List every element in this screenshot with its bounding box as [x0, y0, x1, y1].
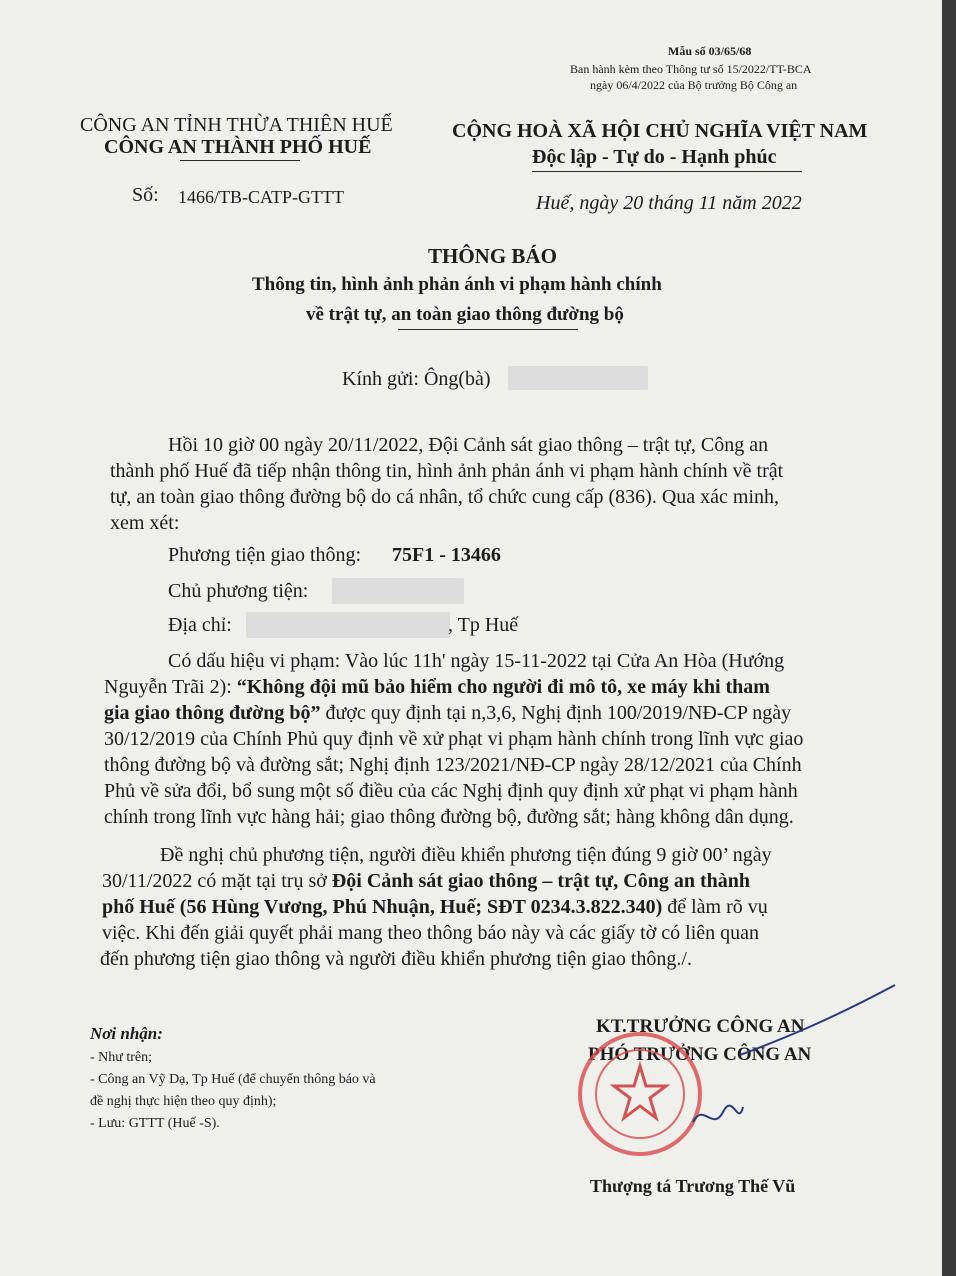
body-line: gia giao thông đường bộ” được quy định tại n,3,6, Nghị định 100/2019/NĐ-CP ngày [104, 702, 792, 724]
body-line: Đề nghị chủ phương tiện, người điều khiển phương tiện đúng 9 giờ 00’ ngày [160, 844, 772, 866]
recipients-label: Nơi nhận: [90, 1024, 163, 1043]
signature-title-2: PHÓ TRƯỞNG CÔNG AN [588, 1044, 812, 1065]
redacted-owner [332, 578, 464, 604]
subtitle-underline [398, 329, 578, 330]
body-line: tự, an toàn giao thông đường bộ do cá nhân, tổ chức cung cấp (836). Qua xác minh, [110, 486, 780, 508]
form-number: Mẫu số 03/65/68 [668, 44, 752, 58]
agency-name: CÔNG AN THÀNH PHỐ HUẾ [104, 136, 372, 158]
body-line: Phủ về sửa đổi, bổ sung một số điều của các Nghị định quy định xử phạt vi phạm hành [104, 780, 798, 802]
body-line: việc. Khi đến giải quyết phải mang theo thông báo này và các giấy tờ có liên quan [102, 922, 760, 944]
form-issued-date: ngày 06/4/2022 của Bộ trưởng Bộ Công an [590, 78, 798, 92]
redacted-address [246, 612, 450, 638]
document-subtitle-1: Thông tin, hình ảnh phản ánh vi phạm hành chính [252, 274, 662, 295]
signature-scribble [688, 1092, 748, 1142]
signature-title-1: KT.TRƯỞNG CÔNG AN [596, 1016, 805, 1037]
body-line: 30/11/2022 có mặt tại trụ sở Đội Cảnh sát giao thông – trật tự, Công an thành [102, 870, 750, 892]
agency-underline [180, 160, 300, 161]
body-line: thông đường bộ và đường sắt; Nghị định 123/2021/NĐ-CP ngày 28/12/2021 của Chính [104, 754, 802, 776]
vehicle-plate: 75F1 - 13466 [392, 544, 501, 566]
owner-label: Chủ phương tiện: [168, 580, 309, 602]
vehicle-label: Phương tiện giao thông: [168, 544, 362, 566]
document-date: Huế, ngày 20 tháng 11 năm 2022 [536, 192, 802, 214]
body-line: chính trong lĩnh vực hàng hải; giao thông đường bộ, đường sắt; hàng không dân dụng. [104, 806, 794, 828]
recipient-item: - Như trên; [90, 1050, 153, 1065]
redacted-recipient-name [508, 366, 648, 390]
recipient-item: đề nghị thực hiện theo quy định); [90, 1094, 277, 1109]
recipient-label: Kính gửi: Ông(bà) [342, 368, 491, 390]
body-line: đến phương tiện giao thông và người điều khiển phương tiện giao thông./. [100, 948, 692, 970]
body-line: Hồi 10 giờ 00 ngày 20/11/2022, Đội Cảnh sát giao thông – trật tự, Công an [168, 434, 769, 456]
address-tail: , Tp Huế [448, 614, 519, 636]
signature-stroke [740, 980, 900, 1060]
national-title: CỘNG HOÀ XÃ HỘI CHỦ NGHĨA VIỆT NAM [452, 120, 868, 142]
motto-underline [532, 171, 802, 172]
page-edge-shadow [942, 0, 956, 1276]
violation-text: gia giao thông đường bộ” [104, 702, 321, 724]
violation-text: “Không đội mũ bảo hiểm cho người đi mô tô, xe máy khi tham [236, 676, 770, 698]
signer-name: Thượng tá Trương Thế Vũ [590, 1176, 796, 1196]
body-line: xem xét: [110, 512, 180, 534]
document-subtitle-2: về trật tự, an toàn giao thông đường bộ [306, 304, 624, 325]
document-title: THÔNG BÁO [428, 244, 557, 268]
doc-number-label: Số: [132, 184, 159, 206]
official-seal [576, 1030, 704, 1158]
agency-parent: CÔNG AN TỈNH THỪA THIÊN HUẾ [80, 114, 393, 136]
body-line: 30/12/2019 của Chính Phủ quy định về xử phạt vi phạm hành chính trong lĩnh vực giao [104, 728, 804, 750]
body-line: thành phố Huế đã tiếp nhận thông tin, hình ảnh phản ánh vi phạm hành chính về trật [110, 460, 784, 482]
recipient-item: - Lưu: GTTT (Huế -S). [90, 1116, 220, 1131]
body-line: phố Huế (56 Hùng Vương, Phú Nhuận, Huế; SĐT 0234.3.822.340) để làm rõ vụ [102, 896, 768, 918]
recipient-item: - Công an Vỹ Dạ, Tp Huế (để chuyển thông báo và [90, 1072, 376, 1087]
doc-number: 1466/TB-CATP-GTTT [178, 187, 344, 207]
body-line: Nguyễn Trãi 2): “Không đội mũ bảo hiểm cho người đi mô tô, xe máy khi tham [104, 676, 770, 698]
office-address: phố Huế (56 Hùng Vương, Phú Nhuận, Huế; SĐT 0234.3.822.340) [102, 896, 663, 918]
body-line: Có dấu hiệu vi phạm: Vào lúc 11h' ngày 15-11-2022 tại Cửa An Hòa (Hướng [168, 650, 785, 672]
office-name: Đội Cảnh sát giao thông – trật tự, Công an thành [331, 870, 750, 892]
national-motto: Độc lập - Tự do - Hạnh phúc [532, 146, 777, 168]
form-issued-with: Ban hành kèm theo Thông tư số 15/2022/TT-BCA [570, 62, 812, 76]
address-label: Địa chỉ: [168, 614, 232, 636]
